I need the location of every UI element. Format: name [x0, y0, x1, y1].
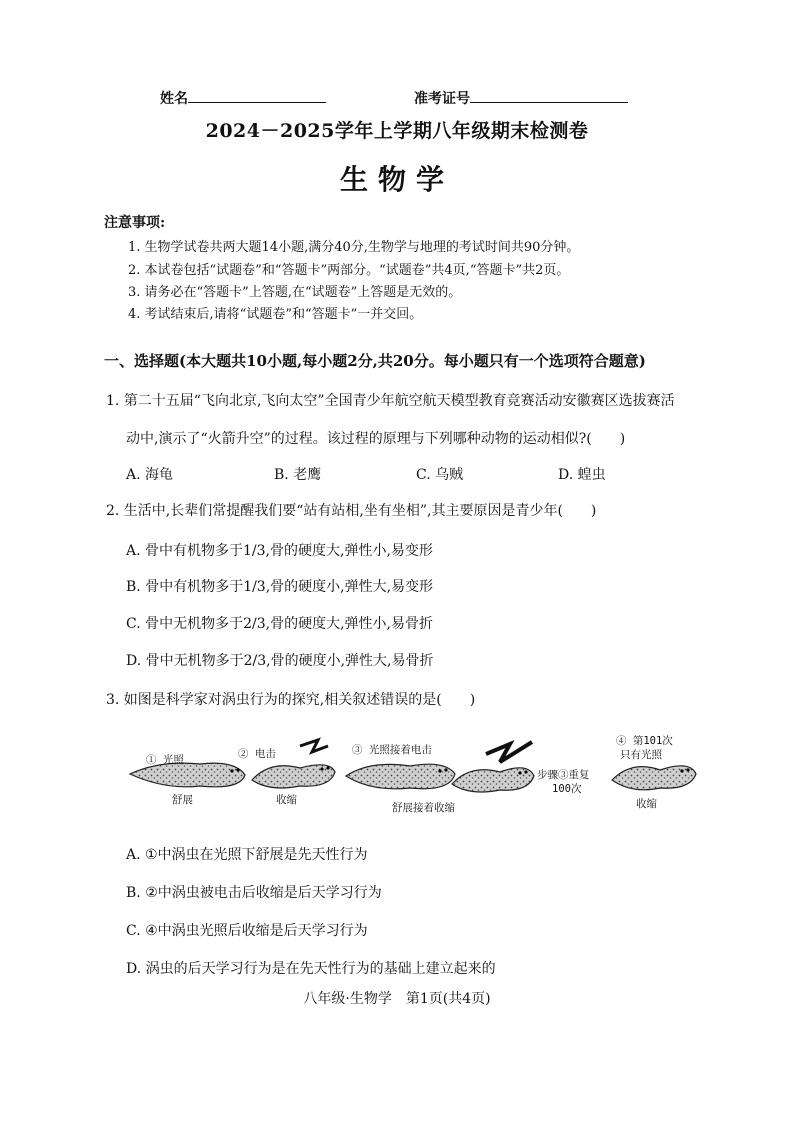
q2-option-b[interactable]: B. 骨中有机物多于1/3,骨的硬度小,弹性大,易变形	[126, 579, 434, 595]
q2-option-a[interactable]: A. 骨中有机物多于1/3,骨的硬度大,弹性小,易变形	[126, 543, 433, 559]
diagram-label-contract: 收缩	[276, 794, 297, 806]
q1-option-a[interactable]: A. 海龟	[126, 467, 174, 483]
q1-option-c[interactable]: C. 乌贼	[416, 467, 464, 483]
planarian-contracted-icon	[612, 766, 696, 790]
question-1-line-2: 动中,演示了“火箭升空”的过程。该过程的原理与下列哪种动物的运动相似?( )	[126, 431, 626, 447]
planarian-contracted-icon	[252, 765, 335, 788]
planarian-contracted-icon	[452, 768, 534, 792]
diagram-repeat-line-2: 100次	[552, 783, 582, 795]
q2-option-d[interactable]: D. 骨中无机物多于2/3,骨的硬度小,弹性大,易骨折	[126, 653, 434, 669]
diagram-label-stretch-then-contract: 舒展接着收缩	[392, 802, 455, 814]
diagram-repeat-line-1: 步骤③重复	[537, 769, 590, 781]
lightning-icon	[486, 742, 532, 762]
page-footer: 八年级·生物学 第1页(共4页)	[303, 991, 491, 1007]
diagram-step-3: ③ 光照接着电击	[352, 744, 432, 756]
q3-option-a[interactable]: A. ①中涡虫在光照下舒展是先天性行为	[126, 847, 368, 863]
exam-number-label: 准考证号	[414, 91, 470, 107]
q3-option-d[interactable]: D. 涡虫的后天学习行为是在先天性行为的基础上建立起来的	[126, 961, 496, 977]
diagram-label-contract-2: 收缩	[636, 798, 657, 810]
planarian-stretched-icon	[346, 764, 455, 789]
q3-option-c[interactable]: C. ④中涡虫光照后收缩是后天学习行为	[126, 923, 368, 939]
q1-option-d[interactable]: D. 蝗虫	[558, 467, 606, 483]
diagram-step-2: ② 电击	[238, 748, 276, 760]
exam-title: 2024－2025学年上学期八年级期末检测卷	[205, 120, 589, 142]
note-item: 1. 生物学试卷共两大题14小题,满分40分,生物学与地理的考试时间共90分钟。	[128, 240, 580, 255]
note-item: 3. 请务必在“答题卡”上答题,在“试题卷”上答题是无效的。	[128, 285, 462, 300]
lightning-icon	[300, 740, 328, 752]
question-1-line-1: 1. 第二十五届“飞向北京,飞向太空”全国青少年航空航天模型教育竞赛活动安徽赛区选拔赛活	[106, 393, 675, 409]
notes-heading: 注意事项:	[104, 215, 166, 231]
diagram-step-1: ① 光照	[146, 754, 184, 766]
note-item: 2. 本试卷包括“试题卷”和“答题卡”两部分。“试题卷”共4页,“答题卡”共2页。	[128, 263, 570, 278]
q3-option-b[interactable]: B. ②中涡虫被电击后收缩是后天学习行为	[126, 885, 382, 901]
q1-option-b[interactable]: B. 老鹰	[274, 467, 322, 483]
diagram-label-stretch: 舒展	[172, 794, 193, 806]
question-2-stem: 2. 生活中,长辈们常提醒我们要“站有站相,坐有坐相”,其主要原因是青少年( )	[106, 503, 597, 519]
question-3-stem: 3. 如图是科学家对涡虫行为的探究,相关叙述错误的是( )	[106, 692, 476, 708]
name-label: 姓名	[160, 91, 188, 107]
subject-title: 生物学	[339, 163, 454, 196]
q2-option-c[interactable]: C. 骨中无机物多于2/3,骨的硬度大,弹性小,易骨折	[126, 616, 433, 632]
section-heading: 一、选择题(本大题共10小题,每小题2分,共20分。每小题只有一个选项符合题意)	[104, 352, 646, 370]
diagram-step-4-line-1: ④ 第101次	[616, 735, 673, 747]
diagram-step-4-line-2: 只有光照	[620, 749, 662, 761]
note-item: 4. 考试结束后,请将“试题卷”和“答题卡”一并交回。	[128, 307, 423, 322]
